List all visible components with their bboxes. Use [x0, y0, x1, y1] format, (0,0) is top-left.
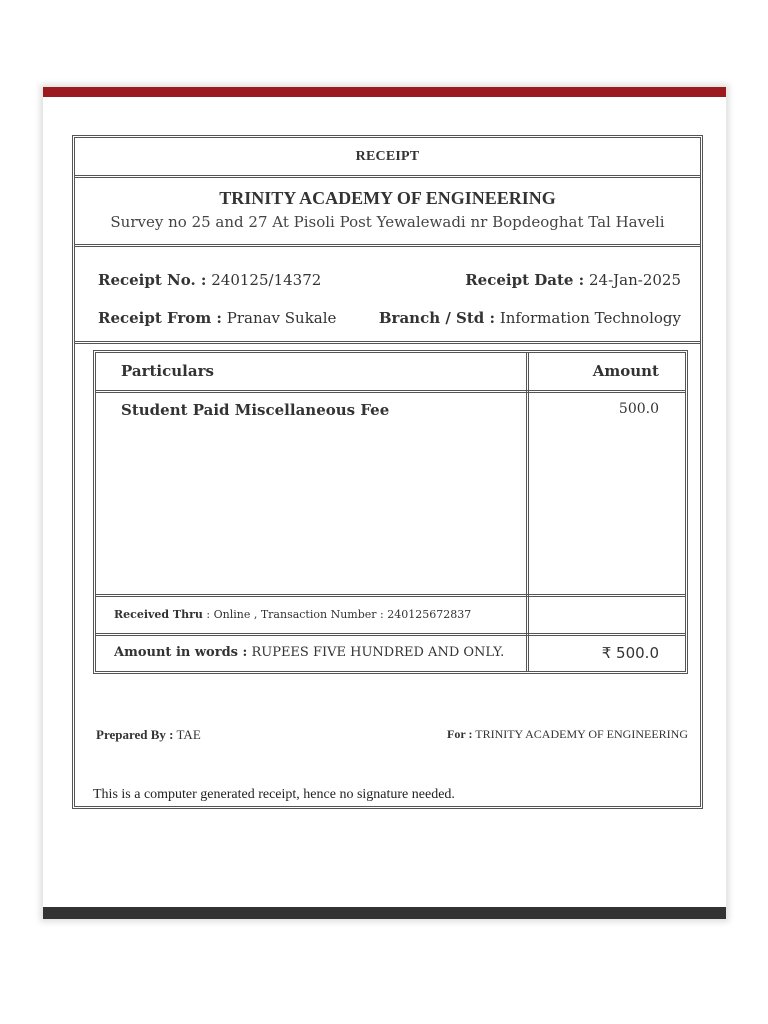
receipt-number-label: Receipt No. :	[98, 271, 207, 289]
receipt-from-value: Pranav Sukale	[226, 309, 337, 327]
receipt-info	[75, 247, 700, 344]
college-name: TRINITY ACADEMY OF ENGINEERING	[219, 188, 556, 208]
received-thru-label: Received Thru	[114, 608, 203, 621]
prepared-by-value: TAE	[176, 727, 201, 742]
receipt-title-section	[75, 138, 700, 178]
receipt-date-label: Receipt Date :	[465, 271, 585, 289]
receipt-from	[98, 309, 336, 327]
receipt-number	[98, 271, 321, 289]
top-accent-stripe	[43, 87, 726, 97]
amount-in-words-value: RUPEES FIVE HUNDRED AND ONLY.	[251, 645, 505, 660]
received-thru	[114, 608, 471, 621]
for-value: TRINITY ACADEMY OF ENGINEERING	[475, 727, 688, 741]
particulars-header: Particulars	[121, 362, 214, 380]
amount-in-words-label: Amount in words :	[114, 645, 248, 660]
amount-header: Amount	[592, 362, 659, 380]
total-amount: ₹ 500.0	[601, 644, 659, 662]
for-label: For :	[447, 727, 473, 741]
receipt-title: RECEIPT	[355, 149, 420, 164]
header-divider	[96, 390, 685, 393]
branch-label: Branch / Std :	[378, 309, 496, 327]
college-address: Survey no 25 and 27 At Pisoli Post Yewalewadi nr Bopdeoghat Tal Haveli	[110, 213, 665, 231]
particulars-table	[93, 350, 688, 674]
receipt-date-value: 24-Jan-2025	[588, 271, 681, 289]
bottom-accent-stripe	[43, 907, 726, 919]
body-divider	[96, 594, 685, 597]
branch-value: Information Technology	[499, 309, 681, 327]
column-divider	[526, 353, 529, 671]
particular-amount: 500.0	[618, 401, 659, 417]
received-thru-value: : Online , Transaction Number : 240125672837	[206, 608, 472, 621]
receipt-number-value: 240125/14372	[211, 271, 322, 289]
branch-std	[379, 309, 681, 327]
amount-in-words	[114, 645, 504, 660]
for-organization	[447, 727, 688, 742]
computer-generated-note: This is a computer generated receipt, hence no signature needed.	[93, 787, 455, 802]
words-divider	[96, 633, 685, 636]
particular-item: Student Paid Miscellaneous Fee	[121, 401, 390, 419]
receipt-date	[465, 271, 681, 289]
prepared-by-label: Prepared By :	[96, 727, 174, 742]
prepared-by	[96, 727, 201, 743]
receipt-paper	[43, 87, 726, 919]
receipt-from-label: Receipt From :	[98, 309, 222, 327]
college-header	[75, 178, 700, 247]
